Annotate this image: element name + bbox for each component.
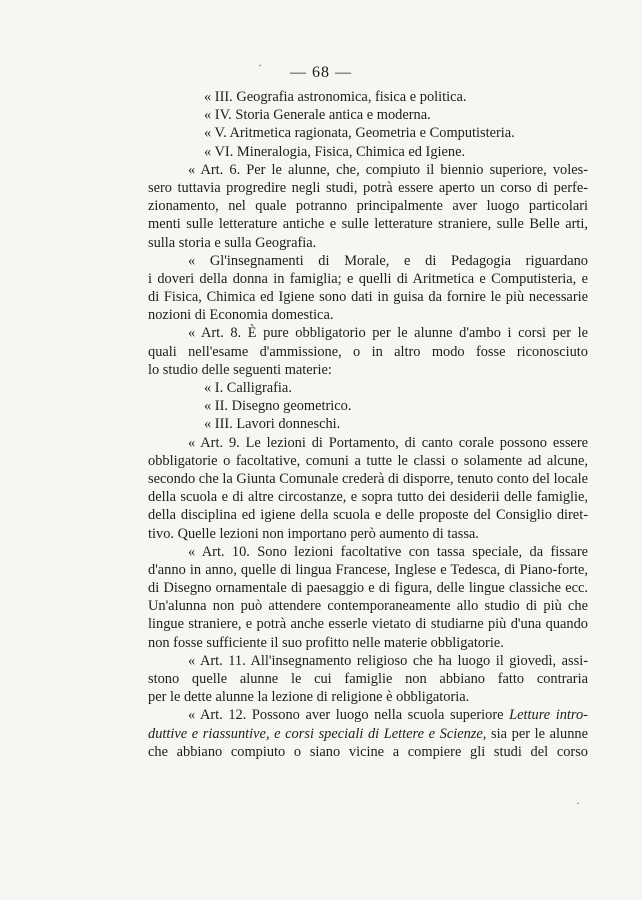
text-line: sero tuttavia progredire negli studi, potrà essere aperto un corso di perfe- [148,179,588,196]
text-line: « Art. 8. È pure obbligatorio per le alunne d'ambo i corsi per le [188,325,588,342]
list-item: « II. Disegno geometrico. [204,398,352,415]
text-line: « Art. 11. All'insegnamento religioso che ha luogo il giovedì, assi- [188,652,588,669]
text-line: non fosse sufficiente il suo profitto nelle materie obbligatorie. [148,634,504,651]
text-line: della disciplina ed igiene della scuola e delle proposte del Consiglio diret- [148,507,588,524]
text-line: tivo. Quelle lezioni non importano però aumento di tassa. [148,525,479,542]
ink-mark: ˊ [258,62,262,76]
text-line: secondo che la Giunta Comunale crederà di disporre, tenuto conto del locale [148,470,588,487]
text-segment: sia per le alunne [491,725,588,742]
text-line [148,725,588,743]
text-line: « Gl'insegnamenti di Morale, e di Pedagogia riguardano [188,252,588,269]
italic-segment: duttive e riassuntive, e corsi speciali di Lettere e Scienze, [148,725,487,742]
text-line: « Art. 6. Per le alunne, che, compiuto il biennio superiore, voles- [188,161,588,178]
text-line: Un'alunna non può attendere contemporaneamente allo studio di più che [148,598,588,615]
text-line: quali nell'esame d'ammissione, o in altro modo fosse riconosciuto [148,343,588,360]
ink-mark: · [576,796,580,810]
text-line: d'anno in anno, quelle di lingua Francese, Inglese e Tedesca, di Piano-forte, [148,561,588,578]
text-line: di Disegno ornamentale di paesaggio e di figura, delle lingue classiche ecc. [148,580,588,597]
text-line: lingue straniere, e potrà anche esserle vietato di studiarne più d'una quando [148,616,588,633]
text-line: « Art. 10. Sono lezioni facoltative con tassa speciale, da fissare [188,543,588,560]
list-item: « I. Calligrafia. [204,380,292,396]
text-line: menti sulle letterature antiche e sulle letterature straniere, sulle Belle arti, [148,216,588,233]
list-item: « III. Lavori donneschi. [204,416,341,433]
text-line: nozioni di Economia domestica. [148,307,334,324]
text-line: di Fisica, Chimica ed Igiene sono dati in guisa da fornire le più necessarie [148,289,588,306]
italic-segment: Letture intro- [509,707,588,724]
list-item: « V. Aritmetica ragionata, Geometria e Computisteria. [204,125,515,142]
text-line: obbligatorie o facoltative, comuni a tutte le classi o solamente ad alcune, [148,452,588,469]
body-text [148,88,588,761]
text-line: lo studio delle seguenti materie: [148,361,332,378]
text-line: zionamento, nel quale potranno principalmente aver luogo particolari [148,198,588,215]
list-item: « VI. Mineralogia, Fisica, Chimica ed Igiene. [204,143,466,160]
list-item: « III. Geografia astronomica, fisica e politica. [204,89,467,105]
text-line: i doveri della donna in famiglia; e quelli di Aritmetica e Computisteria, e [148,270,588,287]
text-line: che abbiano compiuto o siano vicine a compiere gli studi del corso [148,743,588,760]
text-line: stono quelle alunne le cui famiglie non abbiano fatto contraria [148,671,588,687]
text-segment: « Art. 12. Possono aver luogo nella scuola superiore [188,707,504,724]
text-line: per le dette alunne la lezione di religione è obbligatoria. [148,689,470,706]
list-item: « IV. Storia Generale antica e moderna. [204,107,431,124]
page-number: — 68 — [290,64,352,81]
text-line: sulla storia e sulla Geografia. [148,234,317,251]
text-line: « Art. 9. Le lezioni di Portamento, di canto corale possono essere [188,434,588,451]
text-line [148,706,588,724]
text-line: della scuola e di altre circostanze, e sopra tutto dei desiderii delle famiglie, [148,489,588,506]
